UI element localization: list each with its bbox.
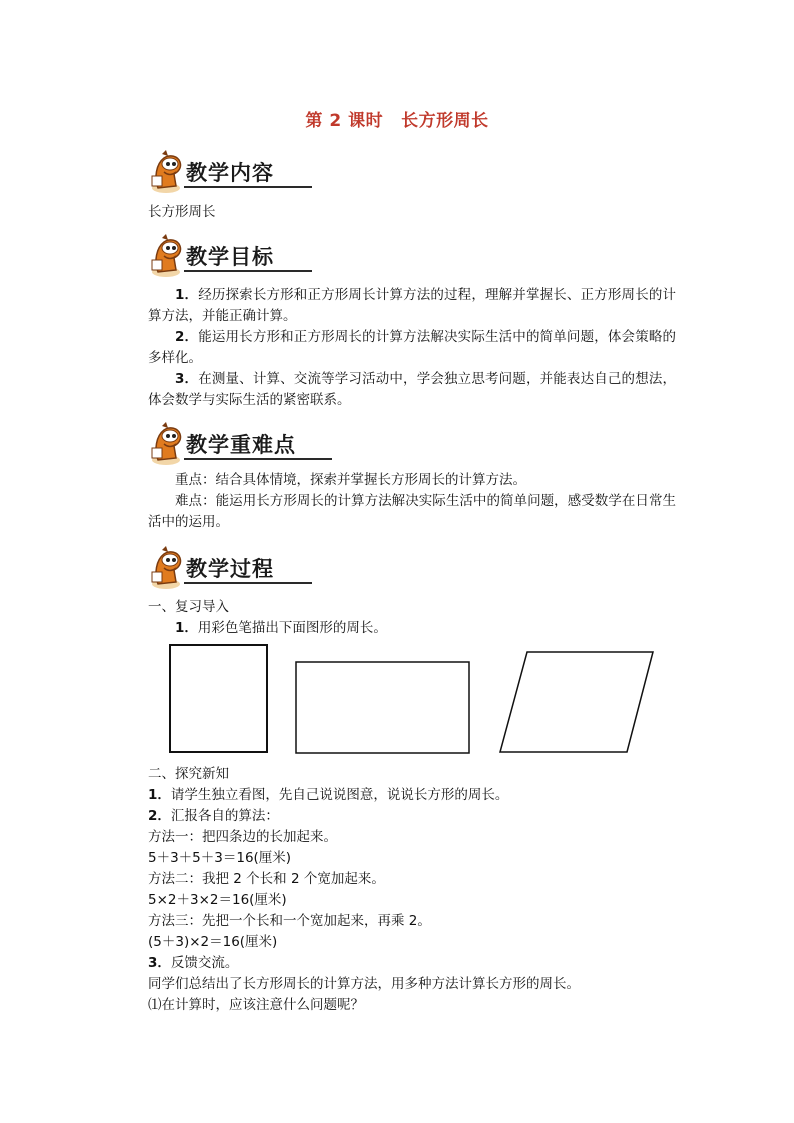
section-heading-key-points	[148, 422, 348, 468]
question-one: ⑴在计算时，应该注意什么问题呢？	[148, 997, 364, 1013]
method-three: 方法三：先把一个长和一个宽加起来，再乘 2。	[148, 913, 431, 929]
rectangle-shape	[296, 662, 469, 753]
part1-step1: 1．用彩色笔描出下面图形的周长。	[175, 620, 387, 636]
method-one-calc: 5＋3＋5＋3＝16(厘米)	[148, 850, 292, 866]
goal-item: 1．经历探索长方形和正方形周长计算方法的过程，理解并掌握长、正方形周长的计算方法，并能正确计算。	[148, 287, 677, 324]
perimeter-shapes-figure	[160, 640, 670, 760]
method-two-calc: 5×2＋3×2＝16(厘米)	[148, 892, 287, 908]
goal-item: 2．能运用长方形和正方形周长的计算方法解决实际生活中的简单问题，体会策略的多样化。	[148, 329, 677, 366]
lesson-number: 第 2 课时	[305, 111, 384, 131]
part2-step1: 1．请学生独立看图，先自己说说图意，说说长方形的周长。	[148, 787, 509, 803]
part2-step3: 3．反馈交流。	[148, 955, 239, 971]
section-heading-label: 教学内容	[186, 161, 274, 185]
square-shape	[170, 645, 267, 752]
part2-step2: 2．汇报各自的算法：	[148, 808, 279, 824]
content-body: 长方形周长	[148, 204, 216, 220]
method-three-calc: (5＋3)×2＝16(厘米)	[148, 934, 278, 950]
summary-text: 同学们总结出了长方形周长的计算方法，用多种方法计算长方形的周长。	[148, 976, 580, 992]
section-heading-label: 教学过程	[186, 557, 274, 581]
method-one: 方法一：把四条边的长加起来。	[148, 829, 337, 845]
heading-underline	[184, 458, 332, 460]
section-heading-label: 教学目标	[186, 245, 274, 269]
method-two: 方法二：我把 2 个长和 2 个宽加起来。	[148, 871, 385, 887]
section-heading-process	[148, 546, 348, 592]
section-heading-content	[148, 150, 348, 196]
goal-item: 3．在测量、计算、交流等学习活动中，学会独立思考问题，并能表达自己的想法，体会数学与实际生活的紧密联系。	[148, 371, 677, 408]
parallelogram-shape	[500, 652, 653, 752]
section-heading-goals	[148, 234, 348, 280]
page-title	[0, 106, 794, 131]
lesson-topic: 长方形周长	[401, 111, 489, 131]
section-heading-label: 教学重难点	[186, 433, 296, 457]
part2-title: 二、探究新知	[148, 766, 229, 782]
goals-list	[148, 285, 676, 411]
heading-underline	[184, 186, 312, 188]
part1-title: 一、复习导入	[148, 599, 229, 615]
heading-underline	[184, 270, 312, 272]
heading-underline	[184, 582, 312, 584]
difficulty-point: 难点：能运用长方形周长的计算方法解决实际生活中的简单问题，感受数学在日常生活中的运用。	[148, 493, 676, 530]
key-points-text	[148, 470, 676, 533]
focus-point: 重点：结合具体情境，探索并掌握长方形周长的计算方法。	[175, 472, 526, 488]
